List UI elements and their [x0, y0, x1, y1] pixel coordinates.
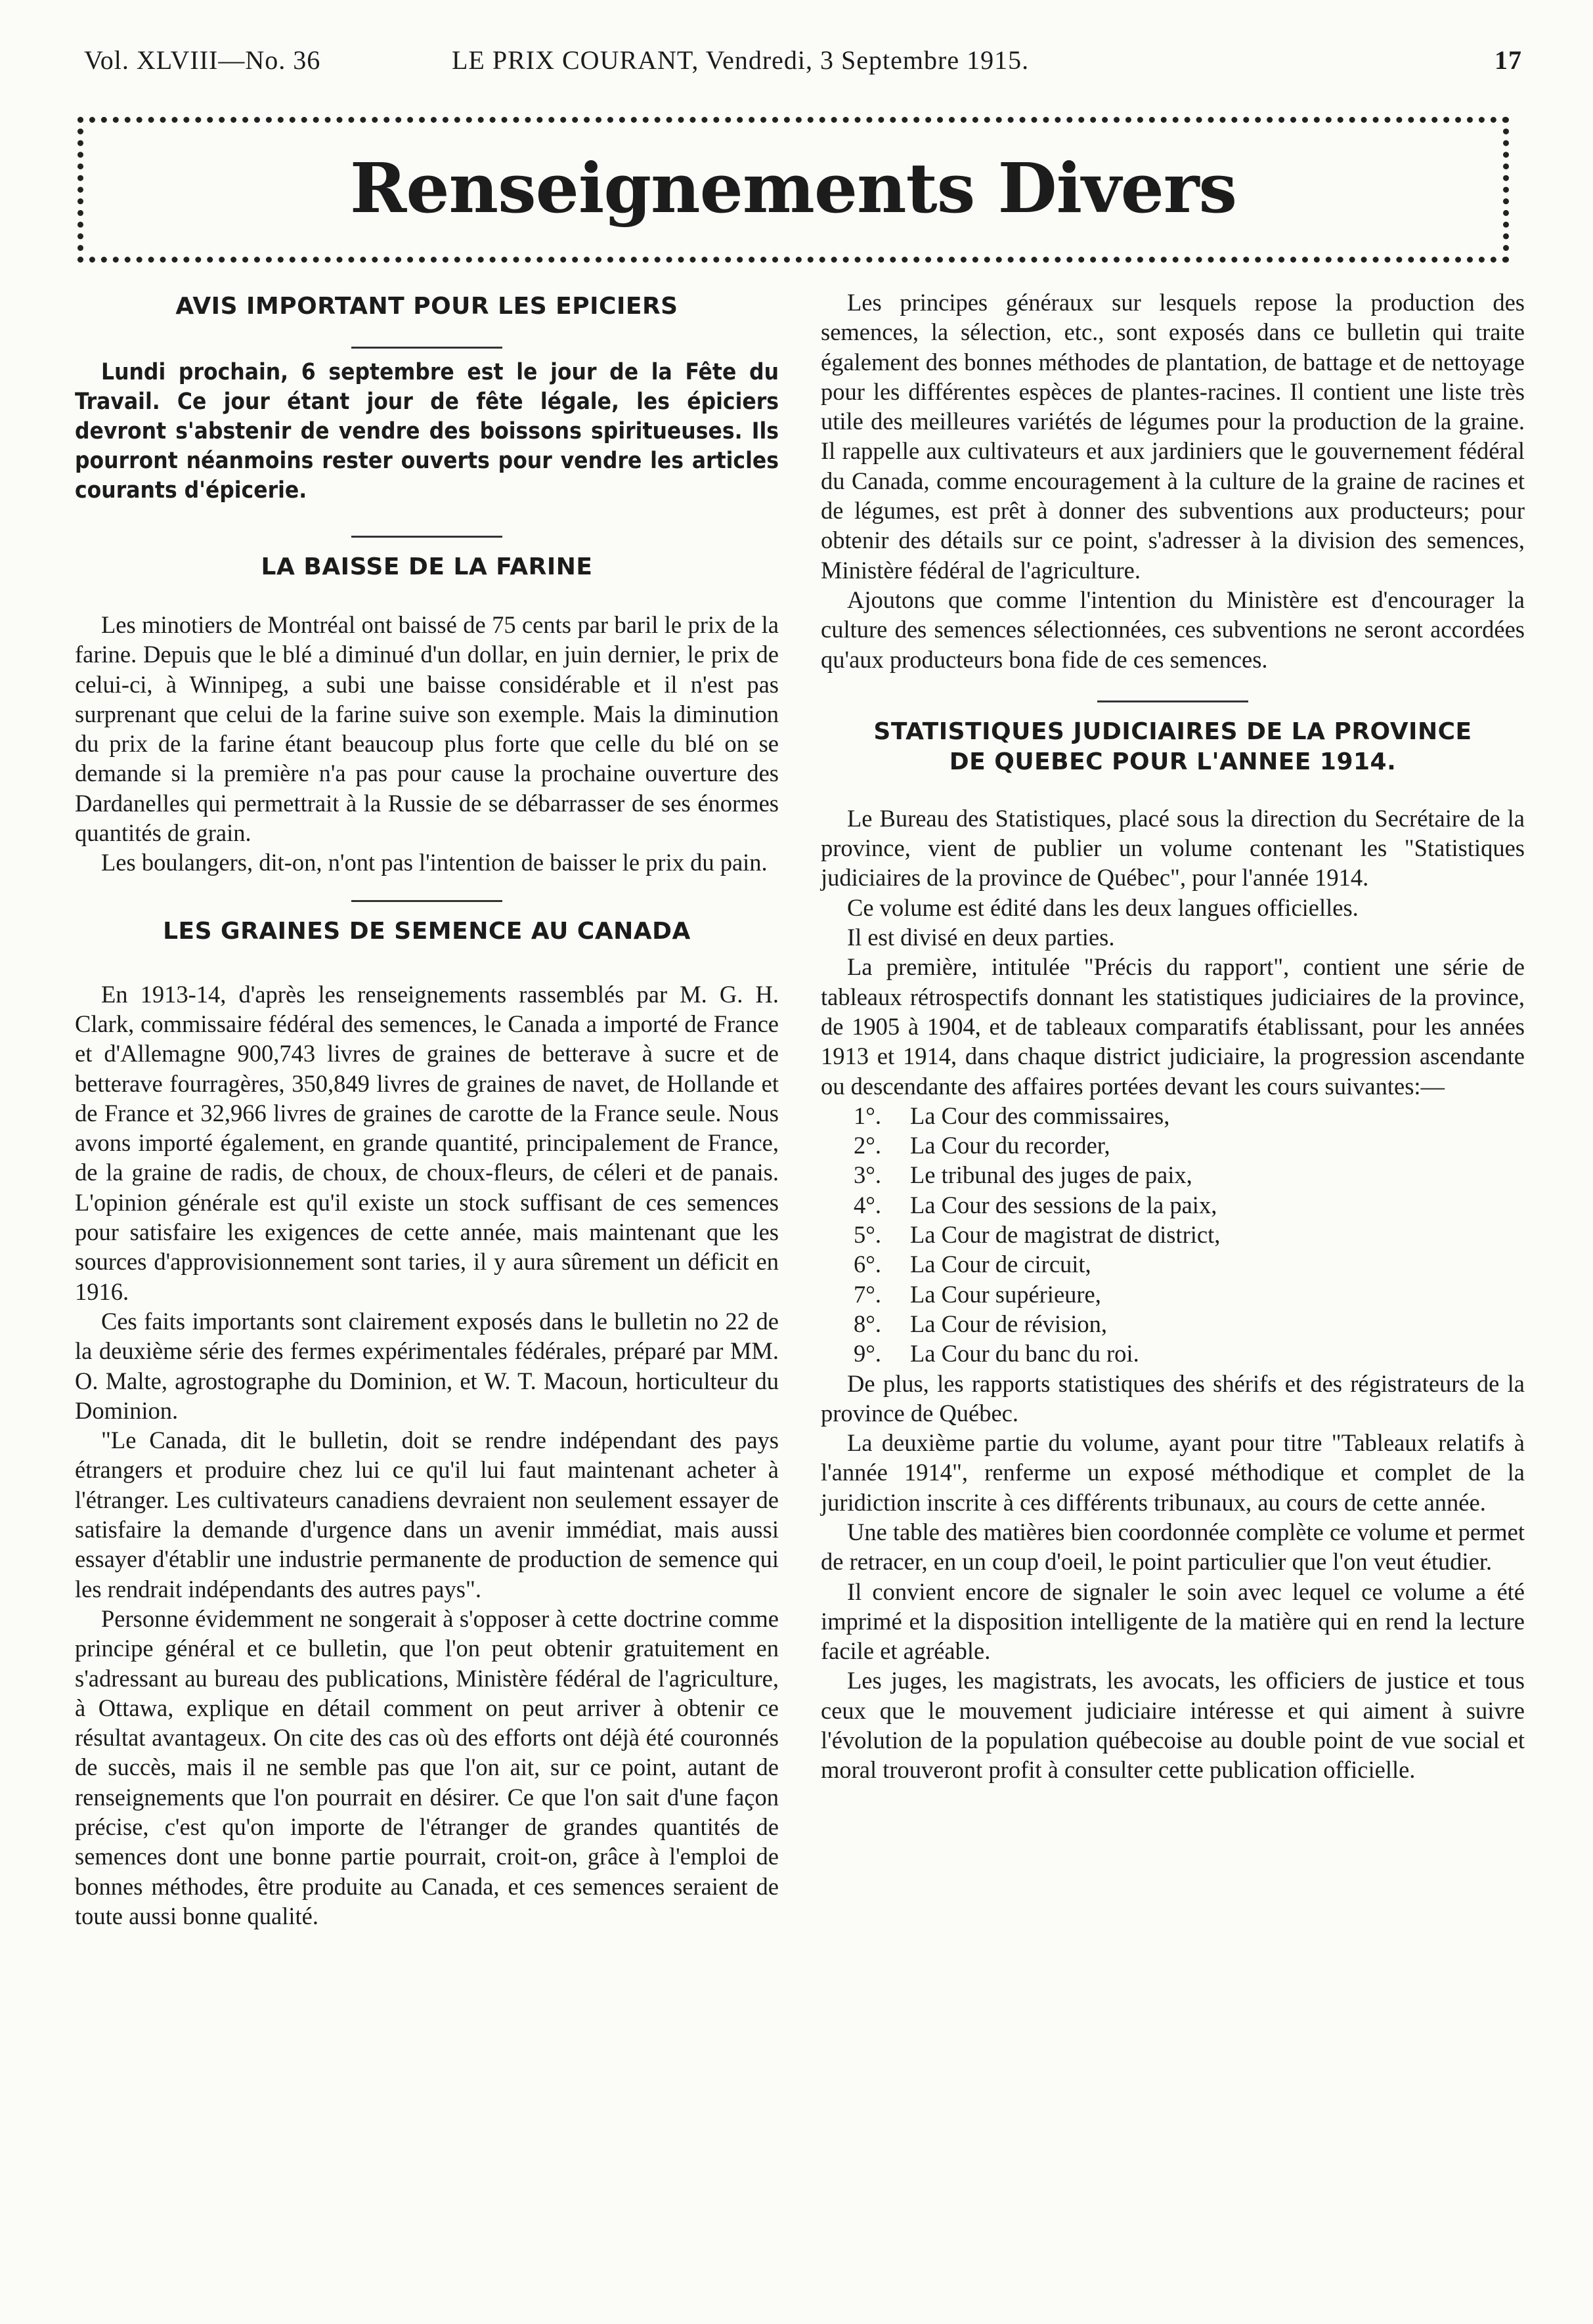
farine-paragraph: Les minotiers de Montréal ont baissé de 75 cents par baril le prix de la farine. Depuis que le blé a diminué d'un dollar, en juin dernier, le prix de celui-ci, à Winnipeg, a subi une baisse considérable et il n'est pas surprenant que celui de la farine suive son exemple. Mais la diminution du prix de la farine étant beaucoup plus forte que celle du blé on se demande si la première n'a pas pour cause la prochaine ouverture des Dardanelles qui permettrait à la Russie de se débarrasser de ses énormes quantités de grain. — [75, 611, 779, 847]
statistiques-paragraph: Les juges, les magistrats, les avocats, les officiers de justice et tous ceux que le mouvement judiciaire intéresse et qui aiment à suivre l'évolution de la population québecoise au double point de vue social et moral trouveront profit à consulter cette publication officielle. — [821, 1667, 1525, 1784]
statistiques-paragraph: Il convient encore de signaler le soin avec lequel ce volume a été imprimé et la disposition intelligente de la matière qui en rend la lecture facile et agréable. — [821, 1578, 1525, 1665]
list-item: 2°. La Cour du recorder, — [854, 1132, 1110, 1159]
list-item: 8°. La Cour de révision, — [854, 1310, 1108, 1337]
avis-heading: AVIS IMPORTANT POUR LES EPICIERS — [175, 293, 678, 320]
list-item: 6°. La Cour de circuit, — [854, 1251, 1091, 1278]
courts-list — [821, 1101, 1525, 1369]
statistiques-paragraph: La deuxième partie du volume, ayant pour titre "Tableaux relatifs à l'année 1914", renferme un exposé méthodique et complet de la juridiction inscrite à ces différents tribunaux, au cours de cette année. — [821, 1429, 1525, 1516]
section-title: Renseignements Divers — [349, 147, 1237, 228]
graines-paragraph: Les principes généraux sur lesquels repose la production des semences, la sélection, etc., sont exposés dans ce bulletin qui traite également des bonnes méthodes de plantation, de battage et de nettoyage pour les différentes espèces de plantes-racines. Il contient une liste très utile des meilleures variétés de légumes pour la production de la graine. Il rappelle aux cultivateurs et aux jardiniers que le gouvernement fédéral du Canada, comme encouragement à la culture de la graine de racines et de légumes, est prêt à donner des subventions aux producteurs; pour obtenir des détails sur ce point, s'adresser à la division des semences, Ministère fédéral de l'agriculture. — [821, 289, 1525, 584]
newspaper-title: LE PRIX COURANT, Vendredi, 3 Septembre 1915. — [452, 45, 1030, 75]
farine-paragraph: Les boulangers, dit-on, n'ont pas l'intention de baisser le prix du pain. — [101, 849, 768, 876]
list-item: 1°. La Cour des commissaires, — [854, 1102, 1170, 1129]
statistiques-heading-line1: STATISTIQUES JUDICIAIRES DE LA PROVINCE — [873, 718, 1472, 745]
graines-paragraph: En 1913-14, d'après les renseignements rassemblés par M. G. H. Clark, commissaire fédéral des semences, le Canada a importé de France et d'Allemagne 900,743 livres de graines de betterave à sucre et de betterave fourragères, 350,849 livres de graines de navet, de Hollande et de France et 32,966 livres de graines de carotte de la France seule. Nous avons importé également, en grande quantité, principalement de France, de la graine de radis, de choux, de choux-fleurs, de céleri et de panais. L'opinion générale est qu'il existe un stock suffisant de ces semences pour satisfaire les exigences de cette année, mais maintenant que les sources d'approvisionnement sont taries, il y aura sûrement un déficit en 1916. — [75, 980, 779, 1305]
volume-number: Vol. XLVIII—No. 36 — [84, 45, 321, 75]
left-column — [75, 288, 779, 1931]
farine-heading: LA BAISSE DE LA FARINE — [261, 553, 593, 580]
divider — [351, 347, 502, 349]
statistiques-paragraph: De plus, les rapports statistiques des shérifs et des régistrateurs de la province de Québec. — [821, 1369, 1525, 1427]
divider — [1097, 700, 1248, 702]
graines-paragraph: "Le Canada, dit le bulletin, doit se rendre indépendant des pays étrangers et produire chez lui ce qu'il lui faut maintenant acheter à l'étranger. Les cultivateurs canadiens devraient non seulement essayer de satisfaire la demande d'urgence dans un avenir immédiat, mais aussi essayer d'établir une industrie permanente de production de semence qui les rendrait indépendants des autres pays". — [75, 1427, 779, 1603]
statistiques-paragraph: Il est divisé en deux parties. — [847, 924, 1115, 951]
graines-paragraph: Ajoutons que comme l'intention du Ministère est d'encourager la culture des semences sélectionnées, ces subventions ne seront accordées qu'aux producteurs bona fide de ces semences. — [821, 586, 1525, 673]
graines-heading: LES GRAINES DE SEMENCE AU CANADA — [163, 917, 691, 945]
statistiques-paragraph: Le Bureau des Statistiques, placé sous la direction du Secrétaire de la province, vient de publier un volume contenant les "Statistiques judiciaires de la province de Québec", pour l'année 1914. — [821, 804, 1525, 892]
statistiques-paragraph: Une table des matières bien coordonnée complète ce volume et permet de retracer, en un coup d'oeil, le point particulier que l'on veut étudier. — [821, 1518, 1525, 1576]
statistiques-paragraph: Ce volume est édité dans les deux langues officielles. — [847, 893, 1359, 921]
statistiques-heading-line2: DE QUEBEC POUR L'ANNEE 1914. — [949, 748, 1397, 775]
list-item: 9°. La Cour du banc du roi. — [854, 1340, 1139, 1367]
list-item: 4°. La Cour des sessions de la paix, — [854, 1191, 1217, 1218]
page-number: 17 — [1495, 45, 1522, 75]
list-item: 3°. Le tribunal des juges de paix, — [854, 1161, 1192, 1189]
divider — [351, 536, 502, 538]
list-item: 5°. La Cour de magistrat de district, — [854, 1221, 1221, 1249]
page-header — [84, 45, 1522, 84]
divider — [351, 900, 502, 902]
section-banner — [77, 117, 1509, 263]
graines-paragraph: Ces faits importants sont clairement exposés dans le bulletin no 22 de la deuxième série des fermes expérimentales fédérales, préparé par MM. O. Malte, agrostographe du Dominion, et W. T. Macoun, horticulteur du Dominion. — [75, 1307, 779, 1424]
graines-paragraph: Personne évidemment ne songerait à s'opposer à cette doctrine comme principe général et ce bulletin, que l'on peut obtenir gratuitement en s'adressant au bureau des publications, Ministère fédéral de l'agriculture, à Ottawa, explique en détail comment on peut arriver à obtenir ce résultat avantageux. On cite des cas où des efforts ont déjà été couronnés de succès, mais il ne semble pas que l'on ait, sur ce point, autant de renseignements que l'on pourrait en désirer. Ce que l'on sait d'une façon précise, c'est qu'on importe de l'étranger de grandes quantités de semences dont une bonne partie pourrait, croit-on, grâce à l'emploi de bonnes méthodes, être produite au Canada, et ces semences seraient de toute aussi bonne qualité. — [75, 1604, 779, 1929]
avis-text: Lundi prochain, 6 septembre est le jour de la Fête du Travail. Ce jour étant jour de fête légale, les épiciers devront s'abstenir de vendre des boissons spiritueuses. Ils pourront néanmoins rester ouverts pour vendre les articles courants d'épicerie. — [75, 359, 779, 504]
statistiques-paragraph: La première, intitulée "Précis du rapport", contient une série de tableaux rétrospectifs donnant les statistiques judiciaires de la province, de 1905 à 1904, et de tableaux comparatifs établissant, pour les années 1913 et 1914, dans chaque district judiciaire, la progression ascendante ou descendante des affaires portées devant les cours suivantes:— — [821, 953, 1525, 1100]
list-item: 7°. La Cour supérieure, — [854, 1280, 1101, 1308]
right-column — [821, 288, 1525, 1785]
